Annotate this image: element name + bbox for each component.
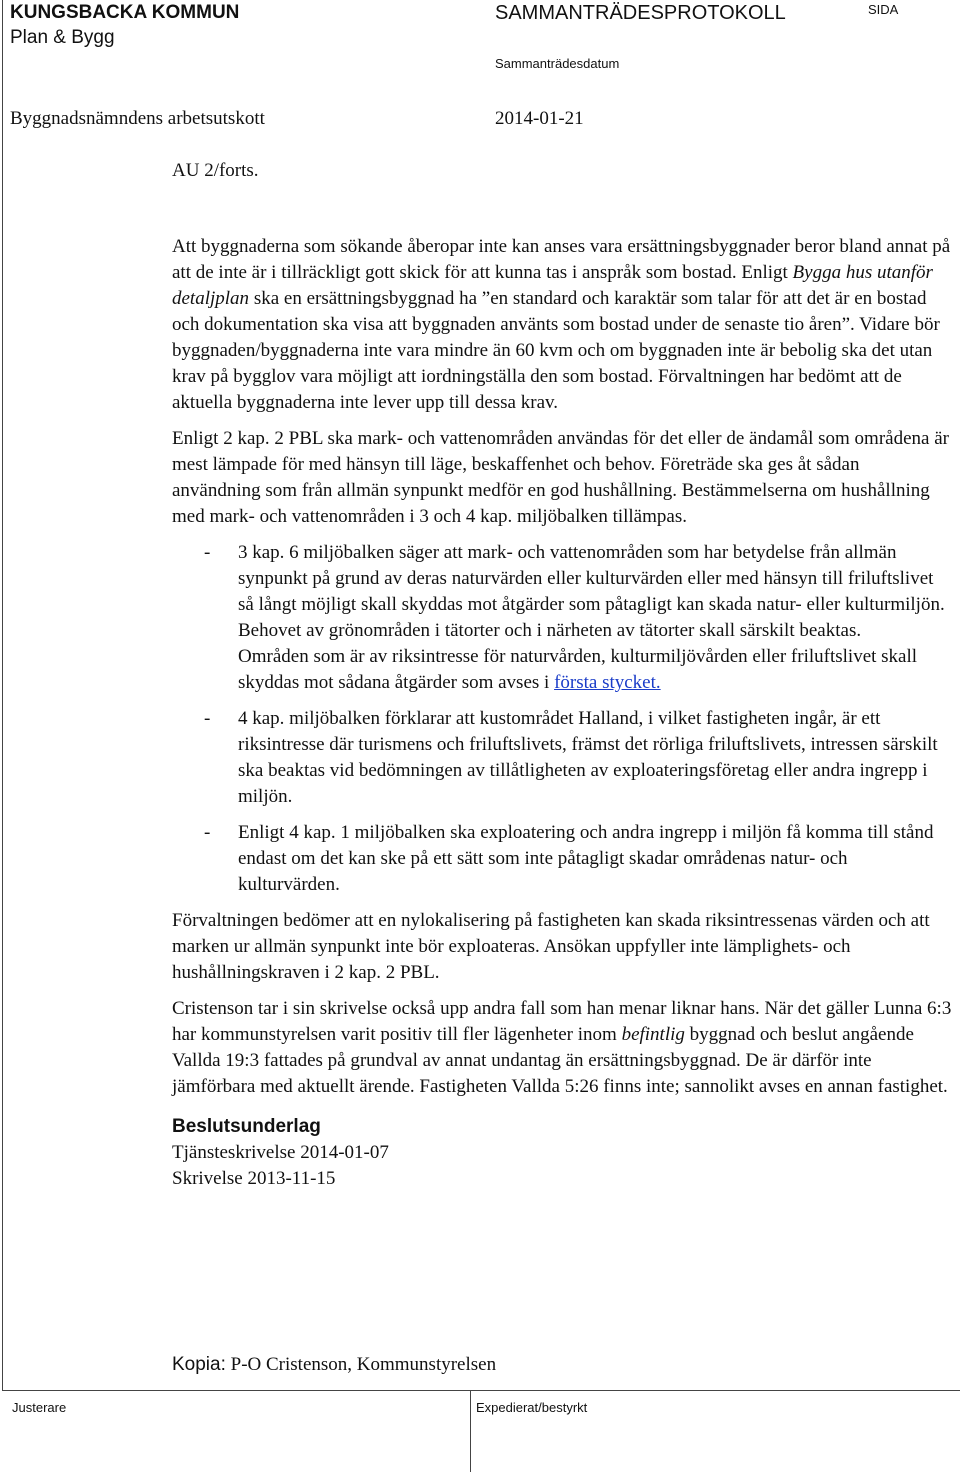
reference-1: Tjänsteskrivelse 2014-01-07 xyxy=(172,1142,389,1163)
copy-to xyxy=(172,1354,496,1376)
document-type: SAMMANTRÄDESPROTOKOLL xyxy=(495,2,786,24)
copy-recipients: P-O Cristenson, Kommunstyrelsen xyxy=(225,1354,497,1375)
list-item: - Enligt 4 kap. 1 miljöbalken ska exploatering och andra ingrepp i miljön få komma till stånd endast om det kan ske på ett sätt som inte påtagligt skadar områdenas natur- och kulturvärden. xyxy=(172,820,952,898)
meeting-date-label: Sammanträdesdatum xyxy=(495,56,620,71)
list-dash: - xyxy=(204,708,211,729)
copy-label: Kopia: xyxy=(172,1354,226,1375)
footer-divider xyxy=(2,1390,960,1391)
guide-title: Bygga hus utanför detaljplan xyxy=(172,262,933,309)
list-dash: - xyxy=(204,822,211,843)
first-paragraph-link[interactable]: första stycket. xyxy=(554,672,661,693)
list-dash: - xyxy=(204,542,211,563)
list-item: - 3 kap. 6 miljöbalken säger att mark- och vattenområden som har betydelse från allmän synpunkt på grund av deras naturvärden eller kulturvärden eller med hänsyn till friluftslivet så långt möjligt skall skyddas mot åtgärder som påtagligt kan skada natur- eller kulturmiljön. Behovet av grönområden i tätorter och i närheten av tätorter skall särskilt beaktas. Områden som är av riksintresse för naturvården, kulturmiljövården eller friluftslivet skall skyddas mot sådana åtgärder som avses i första stycket. xyxy=(172,540,952,696)
paragraph-4: Cristenson tar i sin skrivelse också upp andra fall som han menar liknar hans. När det gäller Lunna 6:3 har kommunstyrelsen varit positiv till fler lägenheter inom befintlig byggnad och beslut angående Vallda 19:3 fattades på grundval av annat undantag än ersättningsbyggnad. De är därför inte jämförbara med aktuellt ärende. Fastigheten Vallda 5:26 finns inte; sannolikt avses en annan fastighet. xyxy=(172,998,952,1097)
org-name: KUNGSBACKA KOMMUN xyxy=(10,2,240,23)
reference-2: Skrivelse 2013-11-15 xyxy=(172,1168,336,1189)
paragraph-3: Förvaltningen bedömer att en nylokalisering på fastigheten kan skada riksintressenas värden och att marken ur allmän synpunkt inte bör exploateras. Ansökan uppfyller inte lämplighets- och hushållningskraven i 2 kap. 2 PBL. xyxy=(172,910,930,983)
paragraph-2: Enligt 2 kap. 2 PBL ska mark- och vattenområden användas för det eller de ändamål som områdena är mest lämpade för med hänsyn till läge, beskaffenhet och behov. Företräde ska ges åt sådan användning som från allmän synpunkt medför en god hushållning. Bestämmelserna om hushållning med mark- och vattenområden i 3 och 4 kap. miljöbalken tillämpas. xyxy=(172,428,949,527)
section-ref: AU 2/forts. xyxy=(172,160,259,181)
justerare-label: Justerare xyxy=(12,1400,67,1415)
protocol-body xyxy=(172,234,952,1192)
meeting-date: 2014-01-21 xyxy=(495,108,584,129)
paragraph-1: Att byggnaderna som sökande åberopar inte kan anses vara ersättningsbyggnader beror bland annat på att de inte är i tillräckligt gott skick för att kunna tas i anspråk som bostad. Enligt Bygga hus utanför detaljplan ska en ersättningsbyggnad ha ”en standard och karaktär som talar för att det är en bostad och dokumentation ska visa att byggnaden använts som bostad under de senaste tio åren”. Vidare bör byggnaden/byggnaderna inte vara mindre än 60 kvm och om byggnaden inte är bebolig ska det utan krav på bygglov vara möjligt att iordningställa den som bostad. Förvaltningen har bedömt att de aktuella byggnaderna inte lever upp till dessa krav. xyxy=(172,236,951,413)
department-name: Plan & Bygg xyxy=(10,27,115,48)
board-name: Byggnadsnämndens arbetsutskott xyxy=(10,108,265,129)
footer-separator xyxy=(470,1390,471,1472)
expedierat-label: Expedierat/bestyrkt xyxy=(476,1400,588,1415)
decision-basis-heading: Beslutsunderlag xyxy=(172,1116,321,1137)
provision-list xyxy=(172,540,952,898)
page-frame-left xyxy=(2,0,3,1390)
list-item: - 4 kap. miljöbalken förklarar att kustområdet Halland, i vilket fastigheten ingår, är ett riksintresse där turismens och friluftslivets, främst det rörliga friluftslivets, intressen särskilt ska beaktas vid bedömningen av tillåtligheten av exploateringsföretag eller andra ingrepp i miljön. xyxy=(172,706,952,810)
page-label: SIDA xyxy=(868,2,899,17)
